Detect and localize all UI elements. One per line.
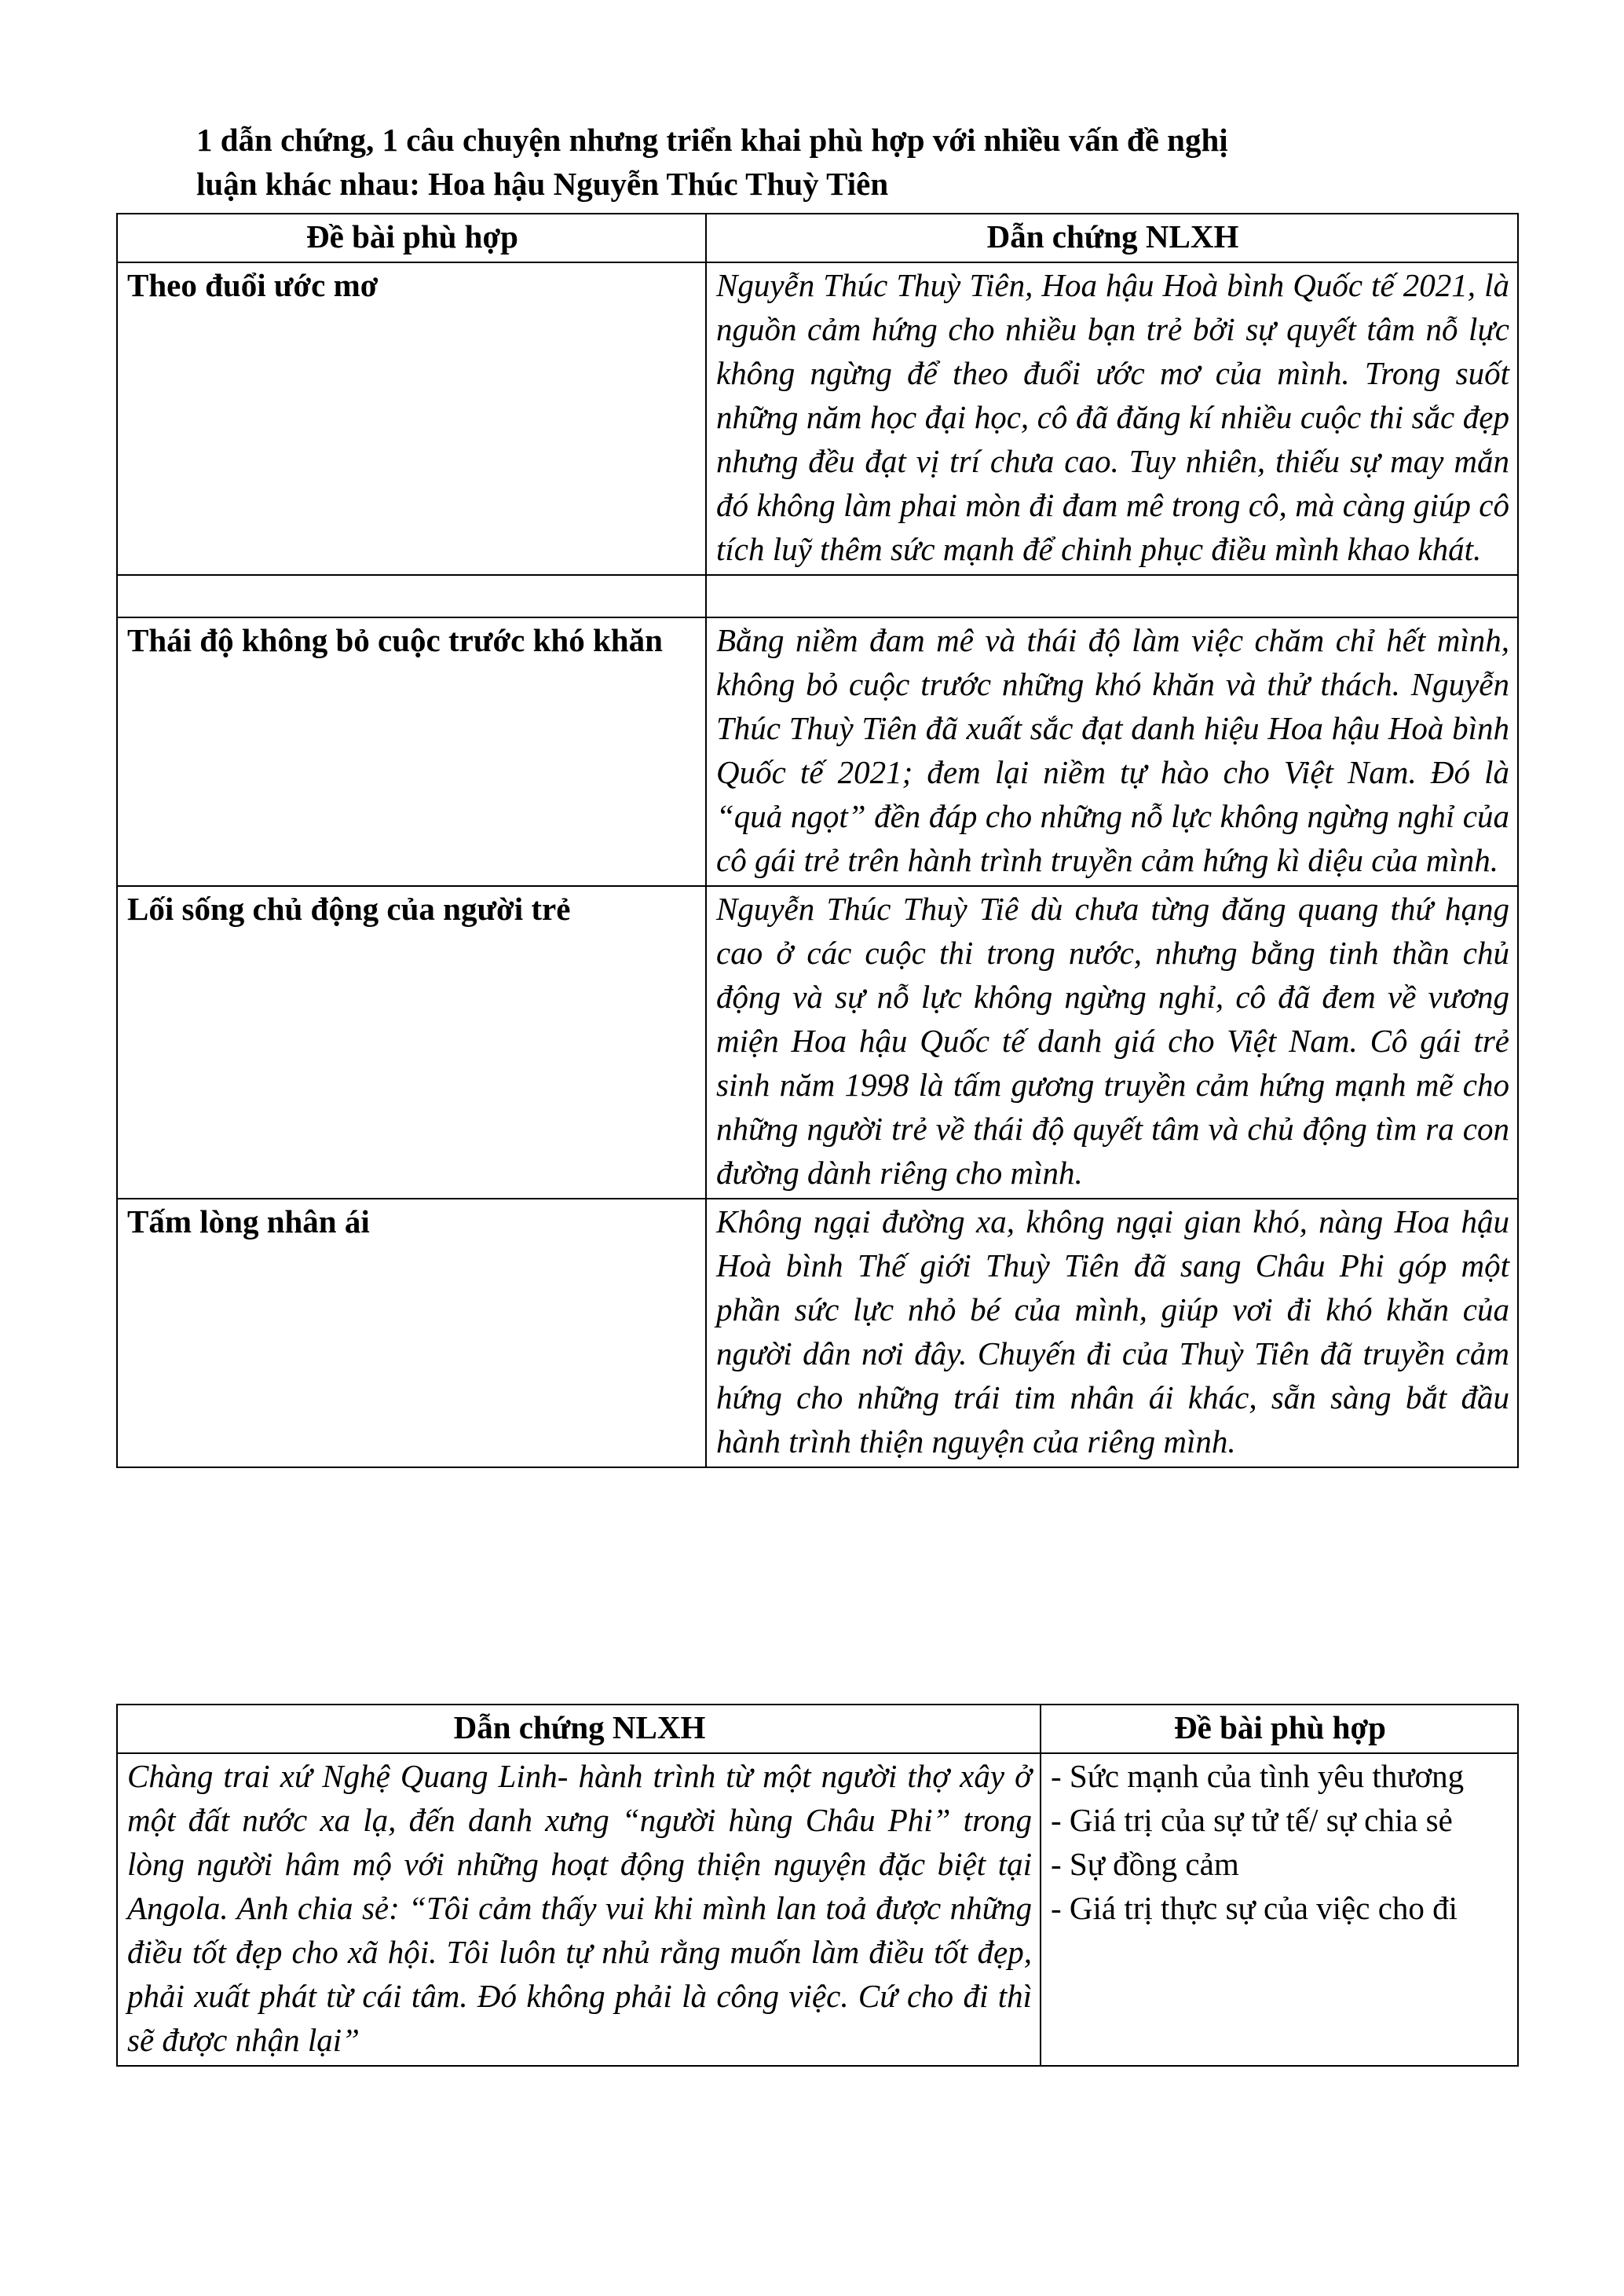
- evidence-cell: Nguyễn Thúc Thuỳ Tiê dù chưa từng đăng quang thứ hạng cao ở các cuộc thi trong nước, nhưng bằng tinh thần chủ động và sự nỗ lực không ngừng nghỉ, cô đã đem về vương miện Hoa hậu Quốc tế danh giá cho Việt Nam. Cô gái trẻ sinh năm 1998 là tấm gương truyền cảm hứng mạnh mẽ cho những người trẻ về thái độ quyết tâm và chủ động tìm ra con đường dành riêng cho mình.: [706, 886, 1518, 1199]
- evidence-cell: Bằng niềm đam mê và thái độ làm việc chăm chỉ hết mình, không bỏ cuộc trước những khó khăn và thử thách. Nguyễn Thúc Thuỳ Tiên đã xuất sắc đạt danh hiệu Hoa hậu Hoà bình Quốc tế 2021; đem lại niềm tự hào cho Việt Nam. Đó là “quả ngọt” đền đáp cho những nỗ lực không ngừng nghỉ của cô gái trẻ trên hành trình truyền cảm hứng kì diệu của mình.: [706, 617, 1518, 886]
- topic-cell: Tấm lòng nhân ái: [117, 1199, 706, 1467]
- table-row: [117, 1199, 1518, 1467]
- evidence-table-2: [116, 1704, 1519, 2067]
- table-header-row: [117, 1705, 1518, 1753]
- topics-cell: [1041, 1753, 1518, 2066]
- header-evidence: Dẫn chứng NLXH: [706, 214, 1518, 262]
- topic-item: - Giá trị của sự tử tế/ sự chia sẻ: [1051, 1802, 1453, 1838]
- topic-item: - Giá trị thực sự của việc cho đi: [1051, 1890, 1458, 1926]
- header-topic: Đề bài phù hợp: [117, 214, 706, 262]
- evidence-cell: Chàng trai xứ Nghệ Quang Linh- hành trình từ một người thợ xây ở một đất nước xa lạ, đến danh xưng “người hùng Châu Phi” trong lòng người hâm mộ với những hoạt động thiện nguyện đặc biệt tại Angola. Anh chia sẻ: “Tôi cảm thấy vui khi mình lan toả được những điều tốt đẹp cho xã hội. Tôi luôn tự nhủ rằng muốn làm điều tốt đẹp, phải xuất phát từ cái tâm. Đó không phải là công việc. Cứ cho đi thì sẽ được nhận lại”: [117, 1753, 1041, 2066]
- header-evidence: Dẫn chứng NLXH: [117, 1705, 1041, 1753]
- evidence-table-1: [116, 213, 1519, 1468]
- topic-cell: [117, 575, 706, 617]
- table-row: [117, 1753, 1518, 2066]
- evidence-cell: [706, 575, 1518, 617]
- table-header-row: [117, 214, 1518, 262]
- topic-cell: Theo đuổi ước mơ: [117, 262, 706, 575]
- header-topic: Đề bài phù hợp: [1041, 1705, 1518, 1753]
- evidence-cell: Nguyễn Thúc Thuỳ Tiên, Hoa hậu Hoà bình Quốc tế 2021, là nguồn cảm hứng cho nhiều bạn trẻ bởi sự quyết tâm nỗ lực không ngừng để theo đuổi ước mơ của mình. Trong suốt những năm học đại học, cô đã đăng kí nhiều cuộc thi sắc đẹp nhưng đều đạt vị trí chưa cao. Tuy nhiên, thiếu sự may mắn đó không làm phai mòn đi đam mê trong cô, mà càng giúp cô tích luỹ thêm sức mạnh để chinh phục điều mình khao khát.: [706, 262, 1518, 575]
- title-line-1: 1 dẫn chứng, 1 câu chuyện nhưng triển khai phù hợp với nhiều vấn đề nghị: [196, 122, 1228, 158]
- topic-item: - Sự đồng cảm: [1051, 1846, 1239, 1882]
- table-row: [117, 617, 1518, 886]
- topic-cell: Thái độ không bỏ cuộc trước khó khăn: [117, 617, 706, 886]
- table-row-empty: [117, 575, 1518, 617]
- document-title: [196, 118, 1531, 206]
- topic-cell: Lối sống chủ động của người trẻ: [117, 886, 706, 1199]
- table-row: [117, 262, 1518, 575]
- table-row: [117, 886, 1518, 1199]
- title-line-2: luận khác nhau: Hoa hậu Nguyễn Thúc Thuỳ Tiên: [196, 166, 889, 202]
- topic-item: - Sức mạnh của tình yêu thương: [1051, 1758, 1465, 1794]
- evidence-cell: Không ngại đường xa, không ngại gian khó, nàng Hoa hậu Hoà bình Thế giới Thuỳ Tiên đã sang Châu Phi góp một phần sức lực nhỏ bé của mình, giúp vơi đi khó khăn của người dân nơi đây. Chuyến đi của Thuỳ Tiên đã truyền cảm hứng cho những trái tim nhân ái khác, sẵn sàng bắt đầu hành trình thiện nguyện của riêng mình.: [706, 1199, 1518, 1467]
